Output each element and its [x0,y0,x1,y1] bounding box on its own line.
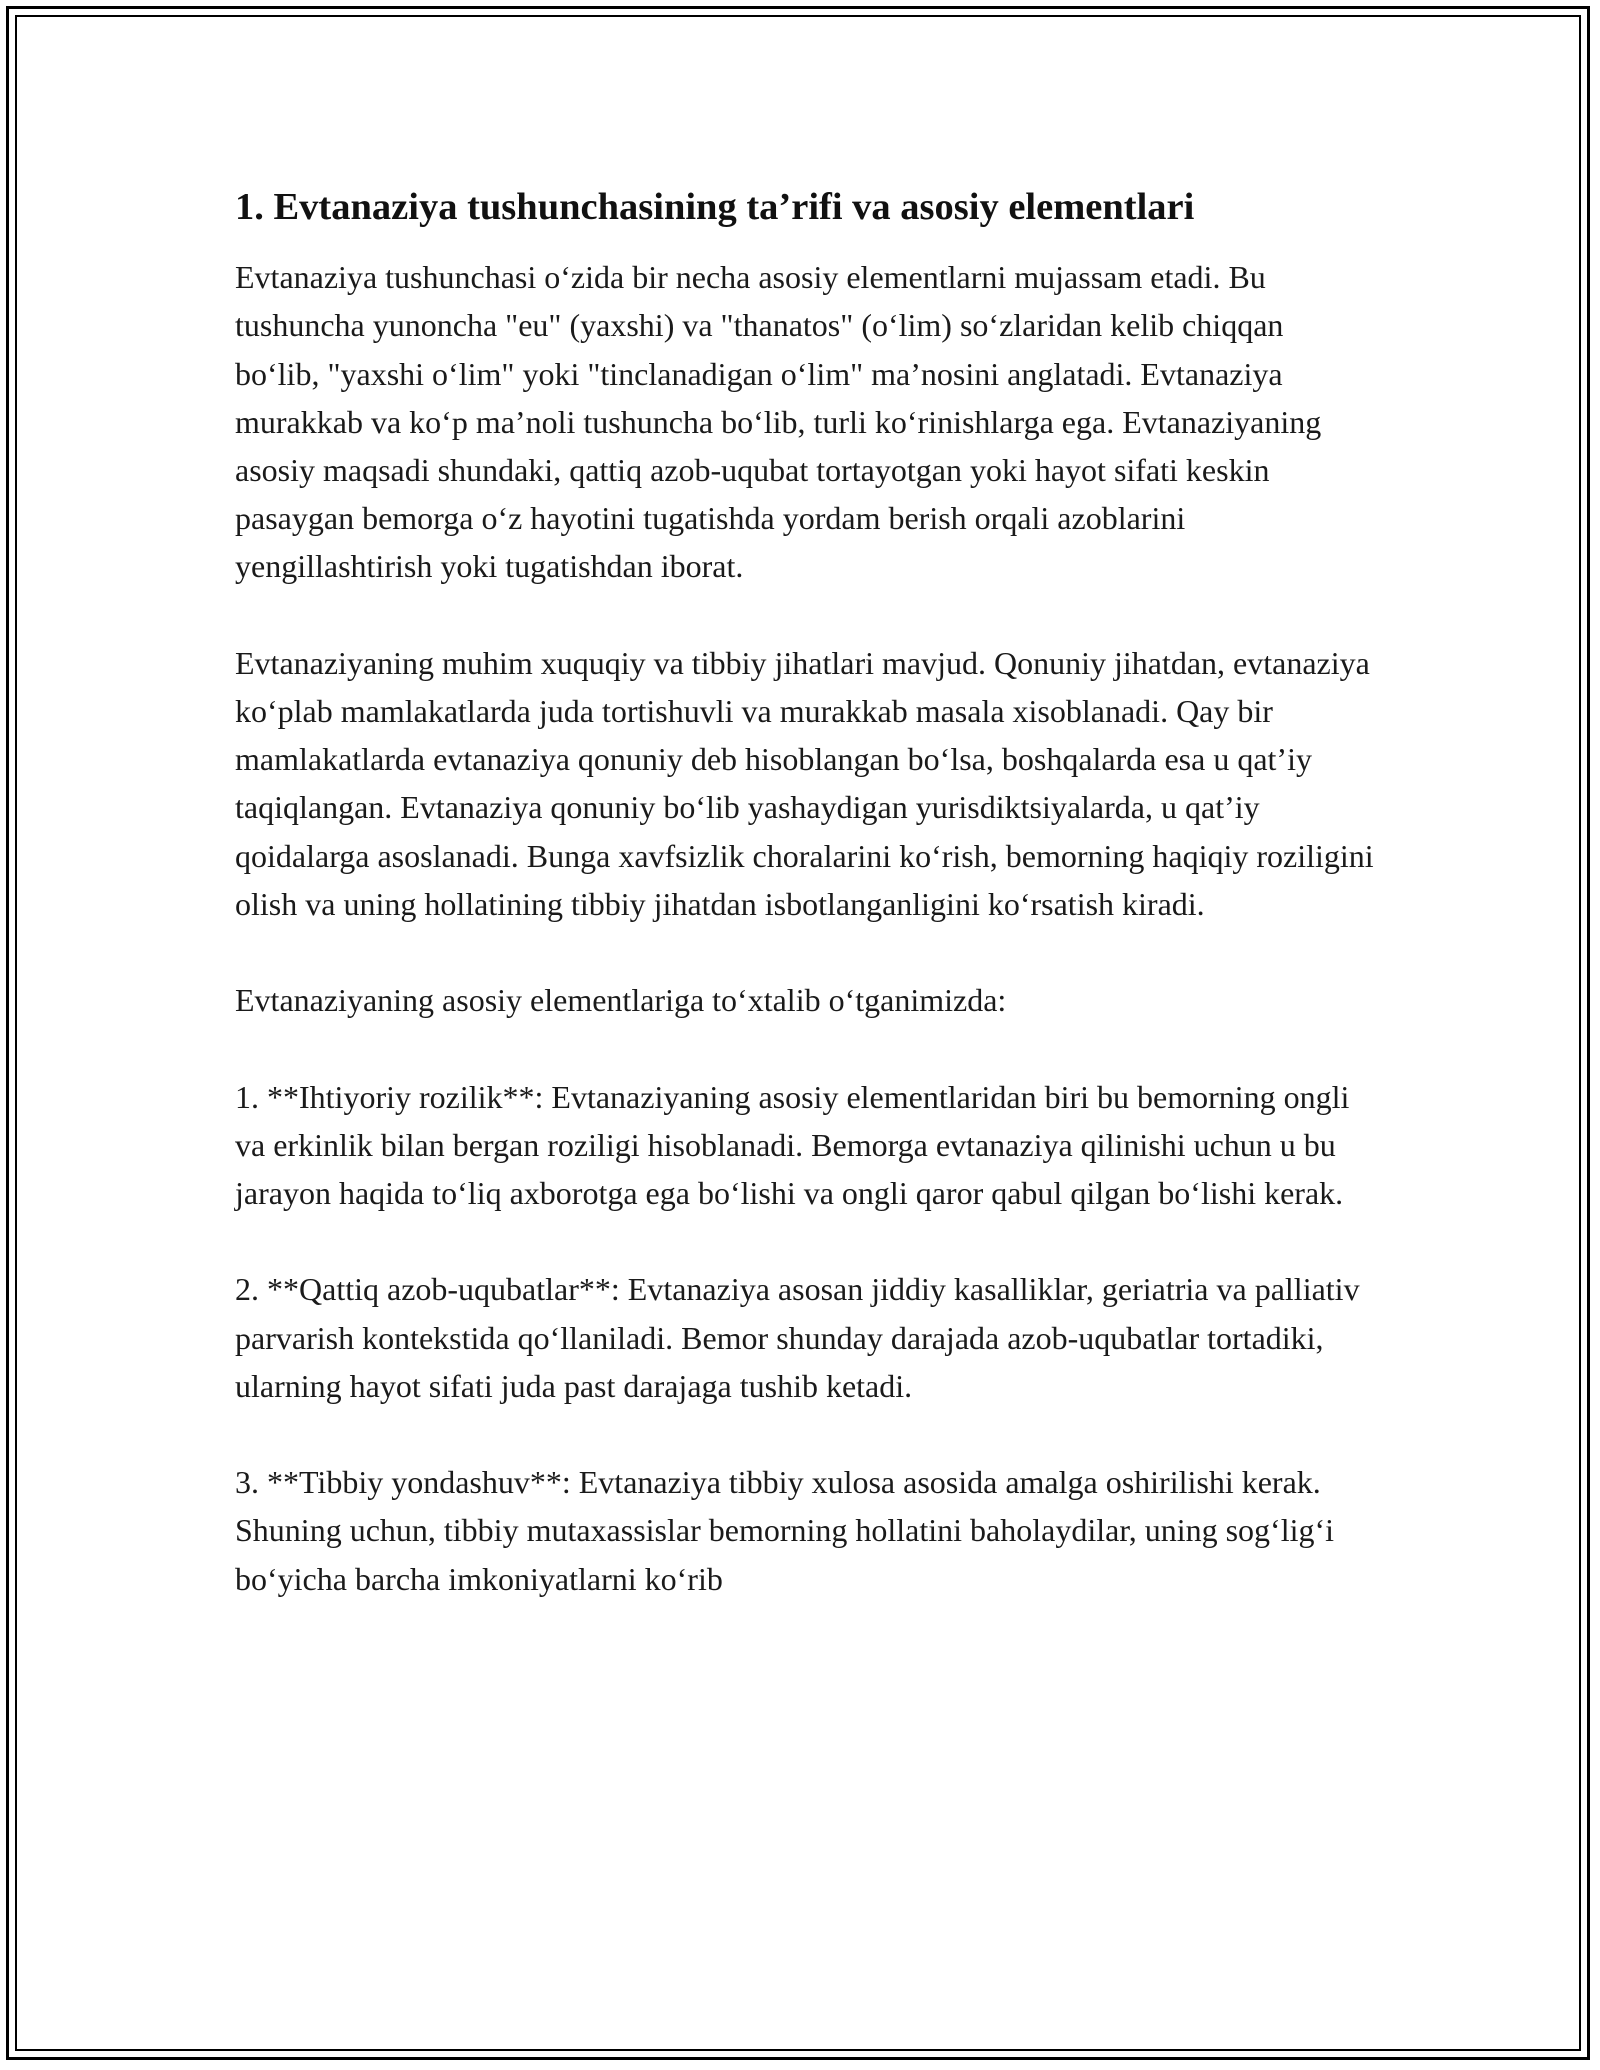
list-item-voluntary-consent: 1. **Ihtiyoriy rozilik**: Evtanaziyaning asosiy elementlaridan biri bu bemorning ongli va erkinlik bilan bergan roziligi hisoblanadi. Bemorga evtanaziya qilinishi uchun u bu jarayon haqida to‘liq axborotga ega bo‘lishi va ongli qaror qabul qilgan bo‘lishi kerak. [235,1078,1350,1211]
paragraph-elements-intro: Evtanaziyaning asosiy elementlariga to‘xtalib o‘tganimizda: [235,982,1007,1019]
paragraph-definition: Evtanaziya tushunchasi o‘zida bir necha asosiy elementlarni mujassam etadi. Bu tushuncha yunoncha "eu" (yaxshi) va "thanatos" (o‘lim) so‘zlaridan kelib chiqqan bo‘lib, "yaxshi o‘lim" yoki "tinclanadigan o‘lim" ma’nosini anglatadi. Evtanaziya murakkab va ko‘p ma’noli tushuncha bo‘lib, turli ko‘rinishlarga ega. Evtanaziyaning asosiy maqsadi shundaki, qattiq azob-uqubat tortayotgan yoki hayot sifati keskin pasaygan bemorga o‘z hayotini tugatishda yordam berish orqali azoblarini yengillashtirish yoki tugatishdan iborat. [235,259,1322,585]
list-item-medical-approach: 3. **Tibbiy yondashuv**: Evtanaziya tibbiy xulosa asosida amalga oshirilishi kerak. Shuning uchun, tibbiy mutaxassislar bemorning hollatini baholaydilar, uning sog‘lig‘i bo‘yicha barcha imkoniyatlarni ko‘rib [235,1464,1335,1597]
section-heading: 1. Evtanaziya tushunchasining ta’rifi va asosiy elementlari [235,186,1195,228]
paragraph-legal-medical: Evtanaziyaning muhim xuquqiy va tibbiy jihatlari mavjud. Qonuniy jihatdan, evtanaziya ko‘plab mamlakatlarda juda tortishuvli va murakkab masala xisoblanadi. Qay bir mamlakatlarda evtanaziya qonuniy deb hisoblangan bo‘lsa, boshqalarda esa u qat’iy taqiqlangan. Evtanaziya qonuniy bo‘lib yashaydigan yurisdiktsiyalarda, u qat’iy qoidalarga asoslanadi. Bunga xavfsizlik choralarini ko‘rish, bemorning haqiqiy roziligini olish va uning hollatining tibbiy jihatdan isbotlanganligini ko‘rsatish kiradi. [235,644,1374,922]
list-item-severe-suffering: 2. **Qattiq azob-uqubatlar**: Evtanaziya asosan jiddiy kasalliklar, geriatria va palliativ parvarish kontekstida qo‘llaniladi. Bemor shunday darajada azob-uqubatlar tortadiki, ularning hayot sifati juda past darajaga tushib ketadi. [235,1271,1360,1404]
document-body [235,183,1375,1651]
